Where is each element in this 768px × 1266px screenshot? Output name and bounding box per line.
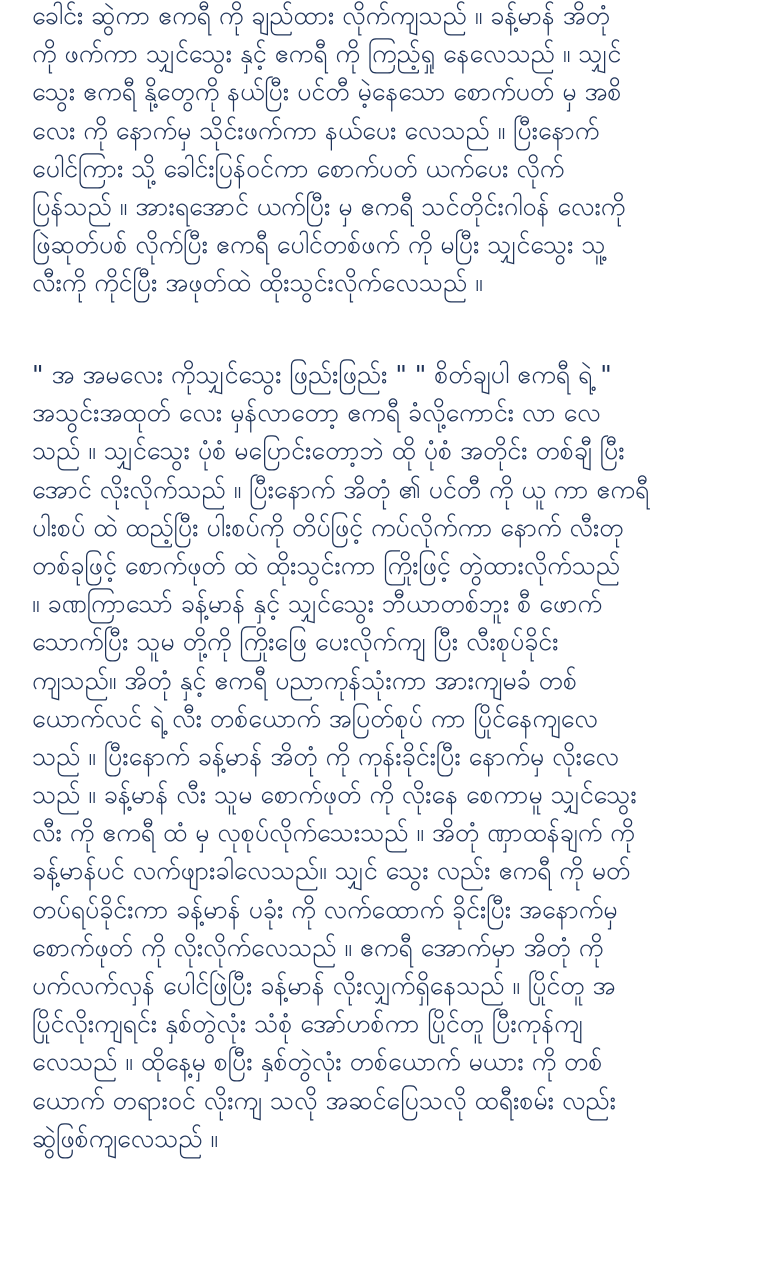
text-line: လီး ကို ဧကရီ ထံ မှ လုစုပ်လိုက်သေးသည် ။ အိတုံ ဏှာထန်ချက် ကို bbox=[32, 818, 635, 848]
text-line: သည် ။ သျှင်သွေး ပုံစံ မပြောင်းတော့ဘဲ ထို ပုံစံ အတိုင်း တစ်ချီ ပြီး bbox=[32, 436, 625, 466]
text-line: ယောက်လင် ရဲ့ လီး တစ်ယောက် အပြတ်စုပ် ကာ ပြိုင်နေကျလေ bbox=[32, 703, 598, 733]
text-line: ကို ဖက်ကာ သျှင်သွေး နှင့် ဧကရီ ကို ကြည့်ရှု နေလေသည် ။ သျှင် bbox=[32, 39, 622, 69]
text-line: ခန့်မာန်ပင် လက်ဖျားခါလေသည်။ သျှင် သွေး လည်း ဧကရီ ကို မတ် bbox=[32, 856, 631, 886]
paragraph-2 bbox=[32, 356, 649, 1158]
text-line: သည် ။ ပြီးနောက် ခန့်မာန် အိတုံ ကို ကုန်းခိုင်းပြီး နောက်မှ လိုးလေ bbox=[32, 741, 619, 771]
text-line: ။ ခဏကြာသော် ခန့်မာန် နှင့် သျှင်သွေး ဘီယာတစ်ဘူး စီ ဖောက် bbox=[32, 589, 602, 619]
text-line: တပ်ရပ်ခိုင်းကာ ခန့်မာန် ပခုံး ကို လက်ထောက် ခိုင်းပြီး အနောက်မှ bbox=[32, 894, 618, 924]
text-line: ပက်လက်လှန် ပေါင်ဖြဲပြီး ခန့်မာန် လိုးလျှက်ရှိနေသည် ။ ပြိုင်တူ အ bbox=[32, 971, 616, 1000]
text-line: ဖြဲဆုတ်ပစ် လိုက်ပြီး ဧကရီ ပေါင်တစ်ဖက် ကို မပြီး သျှင်သွေး သူ့ bbox=[32, 230, 606, 260]
text-line: သည် ။ ခန့်မာန် လီး သူမ စောက်ဖုတ် ကို လိုးနေ စေကာမူ သျှင်သွေး bbox=[32, 780, 637, 810]
text-line: လေး ကို နောက်မှ သိုင်းဖက်ကာ နယ်ပေး လေသည် ။ ပြီးနောက် bbox=[32, 115, 600, 145]
text-line: " အ အမလေး ကိုသျှင်သွေး ဖြည်းဖြည်း " " စိတ်ချပါ ဧကရီ ရဲ့ " bbox=[32, 360, 612, 389]
text-line: ပြန်သည် ။ အားရအောင် ယက်ပြီး မှ ဧကရီ သင်တိုင်းဂါဝန် လေးကို bbox=[32, 191, 626, 221]
text-line: ပါးစပ် ထဲ ထည့်ပြီး ပါးစပ်ကို တိပ်ဖြင့် ကပ်လိုက်ကာ နောက် လီးတု bbox=[32, 512, 624, 542]
text-line: သောက်ပြီး သူမ တို့ကို ကြိုးဖြေ ပေးလိုက်ကျ ပြီး လီးစုပ်ခိုင်း bbox=[32, 627, 559, 657]
text-line: ပြိုင်လိုးကျရင်း နှစ်တွဲလုံး သံစုံ အော်ဟစ်ကာ ပြိုင်တူ ပြီးကုန်ကျ bbox=[32, 1009, 583, 1039]
text-line: ကျသည်။ အိတုံ နှင့် ဧကရီ ပညာကုန်သုံးကာ အားကျမခံ တစ် bbox=[32, 665, 578, 695]
text-line: လေသည် ။ ထိုနေ့မှ စပြီး နှစ်တွဲလုံး တစ်ယောက် မယား ကို တစ် bbox=[32, 1047, 603, 1077]
text-line: အောင် လိုးလိုက်သည် ။ ပြီးနောက် အိတုံ ၏ ပင်တီ ကို ယူ ကာ ဧကရီ bbox=[32, 474, 650, 504]
text-line: သွေး ဧကရီ နို့တွေကို နယ်ပြီး ပင်တီ မဲ့နေသော စောက်ပတ် မှ အစိ bbox=[32, 77, 622, 107]
text-line: စောက်ဖုတ် ကို လိုးလိုက်လေသည် ။ ဧကရီ အောက်မှာ အိတုံ ကို bbox=[32, 932, 604, 962]
text-line: လီးကို ကိုင်ပြီး အဖုတ်ထဲ ထိုးသွင်းလိုက်လေသည် ။ bbox=[32, 268, 483, 298]
text-line: ယောက် တရားဝင် လိုးကျ သလို အဆင်ပြေသလို ထရီးစမ်း လည်း bbox=[32, 1085, 616, 1115]
text-line: အသွင်းအထုတ် လေး မှန်လာတော့ ဧကရီ ခံလို့ကောင်း လာ လေ bbox=[32, 398, 601, 428]
text-line: ဆွဲဖြစ်ကျလေသည် ။ bbox=[32, 1123, 218, 1153]
paragraph-1 bbox=[32, 0, 625, 303]
text-line: ခေါင်း ဆွဲကာ ဧကရီ ကို ချည်ထား လိုက်ကျသည် ။ ခန့်မာန် အိတုံ bbox=[32, 1, 611, 30]
text-line: ပေါင်ကြား သို့ ခေါင်းပြန်ဝင်ကာ စောက်ပတ် ယက်ပေး လိုက် bbox=[32, 153, 565, 183]
text-line: တစ်ခုဖြင့် စောက်ဖုတ် ထဲ ထိုးသွင်းကာ ကြိုးဖြင့် တွဲထားလိုက်သည် bbox=[32, 550, 621, 580]
